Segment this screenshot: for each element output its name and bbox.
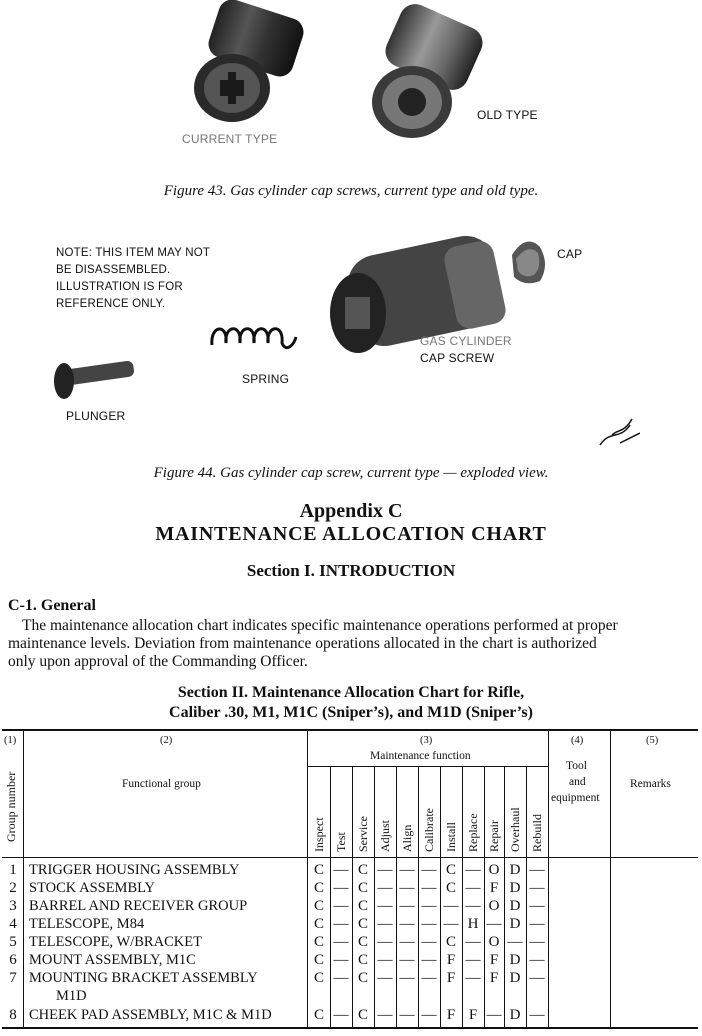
old-type-screw — [372, 0, 488, 138]
maintenance-level-cell: — — [377, 1007, 393, 1023]
figure-44-illustration — [40, 225, 640, 455]
maintenance-level-cell: D — [509, 1007, 521, 1023]
maintenance-level-cell: F — [489, 970, 499, 986]
maintenance-level-cell: F — [446, 1007, 456, 1023]
maintenance-level-cell: — — [529, 916, 545, 932]
group-number: 1 — [9, 862, 17, 878]
col-1-number: (1) — [4, 735, 17, 746]
label-gas-cylinder: GAS CYLINDER — [420, 334, 512, 348]
fn-header-rebuild: Rebuild — [530, 814, 544, 852]
col-4-label-and: and — [569, 776, 586, 788]
group-number: 4 — [9, 916, 17, 932]
maintenance-level-cell: C — [313, 934, 324, 950]
maintenance-level-cell: — — [377, 952, 393, 968]
maintenance-level-cell: F — [468, 1007, 478, 1023]
maintenance-level-cell: — — [399, 898, 415, 914]
fn-header-adjust: Adjust — [378, 819, 392, 852]
maintenance-level-cell: — — [421, 1007, 437, 1023]
functional-group-name: MOUNT ASSEMBLY, M1C — [29, 952, 196, 968]
maintenance-level-cell: C — [357, 934, 368, 950]
maintenance-level-cell: — — [443, 916, 459, 932]
functional-group-name: BARREL AND RECEIVER GROUP — [29, 898, 248, 914]
maintenance-level-cell: C — [357, 880, 368, 896]
table-bottom-rule — [2, 1027, 698, 1029]
general-heading: C-1. General — [8, 597, 96, 614]
fn-header-calibrate: Calibrate — [422, 808, 436, 852]
maintenance-level-cell: C — [445, 862, 456, 878]
maintenance-level-cell: F — [446, 970, 456, 986]
note-line: BE DISASSEMBLED. — [56, 264, 171, 276]
maintenance-level-cell: — — [399, 880, 415, 896]
maintenance-level-cell: C — [313, 898, 324, 914]
maintenance-level-cell: D — [509, 916, 521, 932]
maintenance-level-cell: — — [421, 880, 437, 896]
maintenance-level-cell: — — [333, 1007, 349, 1023]
group-number: 5 — [9, 934, 17, 950]
col-4-number: (4) — [571, 735, 584, 746]
appendix-title: Appendix C — [299, 500, 403, 522]
col-1-label: Group number — [4, 771, 18, 842]
maintenance-level-cell: — — [529, 934, 545, 950]
maintenance-level-cell: — — [529, 952, 545, 968]
maintenance-level-cell: — — [529, 880, 545, 896]
section-1-heading: Section I. INTRODUCTION — [246, 561, 456, 580]
cap-part — [512, 242, 545, 284]
maintenance-level-cell: — — [333, 862, 349, 878]
maintenance-level-cell: F — [489, 952, 499, 968]
maintenance-level-cell: — — [333, 934, 349, 950]
exploded-view-drawing — [40, 225, 640, 455]
maintenance-level-cell: C — [445, 934, 456, 950]
maintenance-level-cell: C — [313, 880, 324, 896]
maintenance-level-cell: — — [529, 1007, 545, 1023]
maintenance-level-cell: C — [313, 1007, 324, 1023]
functional-group-name: TELESCOPE, M84 — [29, 916, 145, 932]
functional-group-name-continued: M1D — [56, 988, 87, 1004]
col-4-label-tool: Tool — [566, 760, 587, 772]
maintenance-level-cell: D — [509, 898, 521, 914]
functional-group-name: TRIGGER HOUSING ASSEMBLY — [29, 862, 240, 878]
maintenance-level-cell: — — [377, 934, 393, 950]
functional-group-name: MOUNTING BRACKET ASSEMBLY — [29, 970, 258, 986]
maintenance-level-cell: C — [357, 898, 368, 914]
col-5-label: Remarks — [630, 778, 671, 790]
maintenance-level-cell: C — [357, 862, 368, 878]
maintenance-level-cell: — — [507, 934, 523, 950]
maintenance-level-cell: C — [313, 862, 324, 878]
col-2-label: Functional group — [122, 778, 201, 790]
maintenance-level-cell: O — [488, 934, 500, 950]
label-plunger: PLUNGER — [66, 409, 126, 423]
maintenance-level-cell: — — [443, 898, 459, 914]
header-bottom-rule — [2, 857, 698, 858]
maintenance-level-cell: — — [399, 1007, 415, 1023]
maintenance-level-cell: F — [489, 880, 499, 896]
maintenance-level-cell: — — [465, 952, 481, 968]
maintenance-level-cell: — — [377, 880, 393, 896]
general-paragraph — [8, 617, 698, 671]
spring-part — [212, 329, 296, 348]
maintenance-level-cell: — — [421, 970, 437, 986]
col-4-label-equipment: equipment — [551, 792, 600, 804]
figure-44-caption: Figure 44. Gas cylinder cap screw, current type — exploded view. — [153, 465, 549, 481]
functional-group-name: CHEEK PAD ASSEMBLY, M1C & M1D — [29, 1007, 272, 1023]
group-number: 3 — [9, 898, 17, 914]
artist-signature — [600, 419, 640, 445]
fn-header-repair: Repair — [487, 820, 501, 852]
maintenance-level-cell: — — [465, 862, 481, 878]
maintenance-level-cell: — — [377, 916, 393, 932]
paragraph-line: The maintenance allocation chart indicates specific maintenance operations performed at proper — [22, 617, 618, 634]
col-1-rule — [23, 730, 24, 1028]
maintenance-level-cell: — — [421, 898, 437, 914]
maintenance-level-cell: — — [333, 970, 349, 986]
maintenance-level-cell: — — [486, 1007, 502, 1023]
col-3-label: Maintenance function — [370, 750, 471, 762]
paragraph-line: only upon approval of the Commanding Officer. — [8, 653, 308, 670]
section-2-heading-line-2: Caliber .30, M1, M1C (Sniper’s), and M1D (Sniper’s) — [169, 704, 533, 721]
functional-group-name: TELESCOPE, W/BRACKET — [29, 934, 202, 950]
maintenance-level-cell: — — [333, 916, 349, 932]
section-2-heading-line-1: Section II. Maintenance Allocation Chart for Rifle, — [177, 684, 525, 701]
maintenance-level-cell: — — [333, 952, 349, 968]
col-5-number: (5) — [646, 735, 659, 746]
label-cap: CAP — [557, 247, 583, 261]
maintenance-level-cell: C — [357, 1007, 368, 1023]
fn-header-overhaul: Overhaul — [508, 807, 522, 852]
label-current-type: CURRENT TYPE — [182, 132, 278, 146]
maintenance-level-cell: — — [421, 934, 437, 950]
maintenance-level-cell: — — [333, 898, 349, 914]
maintenance-level-cell: — — [399, 916, 415, 932]
maintenance-level-cell: — — [529, 898, 545, 914]
maintenance-level-cell: — — [421, 916, 437, 932]
col-3-rule — [548, 730, 549, 1028]
col-2-number: (2) — [160, 735, 173, 746]
appendix-subtitle: MAINTENANCE ALLOCATION CHART — [155, 523, 547, 545]
maintenance-level-cell: C — [357, 916, 368, 932]
maintenance-level-cell: C — [357, 952, 368, 968]
maintenance-level-cell: — — [465, 880, 481, 896]
maintenance-level-cell: — — [333, 880, 349, 896]
maintenance-level-cell: — — [377, 862, 393, 878]
maintenance-level-cell: O — [488, 862, 500, 878]
note-line: ILLUSTRATION IS FOR — [56, 281, 183, 293]
fn-header-install: Install — [444, 822, 458, 852]
label-spring: SPRING — [242, 372, 290, 386]
maintenance-level-cell: — — [399, 970, 415, 986]
label-cap-screw: CAP SCREW — [420, 351, 495, 365]
maintenance-level-cell: — — [421, 862, 437, 878]
maintenance-level-cell: F — [446, 952, 456, 968]
maintenance-level-cell: — — [399, 934, 415, 950]
maintenance-level-cell: D — [509, 970, 521, 986]
group-number: 2 — [9, 880, 17, 896]
maintenance-level-cell: — — [399, 952, 415, 968]
group-number: 6 — [9, 952, 17, 968]
maintenance-level-cell: — — [465, 934, 481, 950]
current-type-screw — [194, 0, 307, 122]
figure-43-caption: Figure 43. Gas cylinder cap screws, current type and old type. — [163, 183, 539, 199]
maintenance-level-cell: — — [465, 898, 481, 914]
maintenance-level-cell: D — [509, 880, 521, 896]
functional-group-name: STOCK ASSEMBLY — [29, 880, 155, 896]
maintenance-level-cell: — — [399, 862, 415, 878]
maintenance-level-cell: D — [509, 862, 521, 878]
note-line: REFERENCE ONLY. — [56, 298, 166, 310]
maintenance-level-cell: — — [486, 916, 502, 932]
note-line: NOTE: THIS ITEM MAY NOT — [56, 247, 211, 259]
maintenance-level-cell: D — [509, 952, 521, 968]
fn-header-service: Service — [356, 816, 370, 852]
group-number: 8 — [9, 1007, 17, 1023]
col-4-rule — [610, 730, 611, 1028]
maintenance-level-cell: H — [467, 916, 479, 932]
col-3-number: (3) — [420, 735, 433, 746]
fn-header-test: Test — [334, 832, 348, 852]
maintenance-level-cell: — — [529, 862, 545, 878]
group-number: 7 — [9, 970, 17, 986]
table-top-rule — [2, 729, 698, 731]
maintenance-level-cell: — — [421, 952, 437, 968]
fn-header-align: Align — [400, 824, 414, 852]
plunger-part — [54, 360, 135, 399]
maintenance-level-cell: C — [357, 970, 368, 986]
function-subheader-rule — [308, 766, 548, 767]
maintenance-level-cell: C — [313, 970, 324, 986]
maintenance-level-cell: — — [529, 970, 545, 986]
maintenance-level-cell: C — [313, 916, 324, 932]
fn-header-replace: Replace — [466, 813, 480, 852]
fn-header-inspect: Inspect — [312, 817, 326, 852]
maintenance-level-cell: — — [377, 898, 393, 914]
paragraph-line: maintenance levels. Deviation from maintenance operations allocated in the chart is authorized — [8, 635, 597, 652]
maintenance-level-cell: — — [377, 970, 393, 986]
maintenance-level-cell: O — [488, 898, 500, 914]
maintenance-level-cell: C — [445, 880, 456, 896]
label-old-type: OLD TYPE — [477, 108, 538, 122]
maintenance-level-cell: — — [465, 970, 481, 986]
maintenance-level-cell: C — [313, 952, 324, 968]
